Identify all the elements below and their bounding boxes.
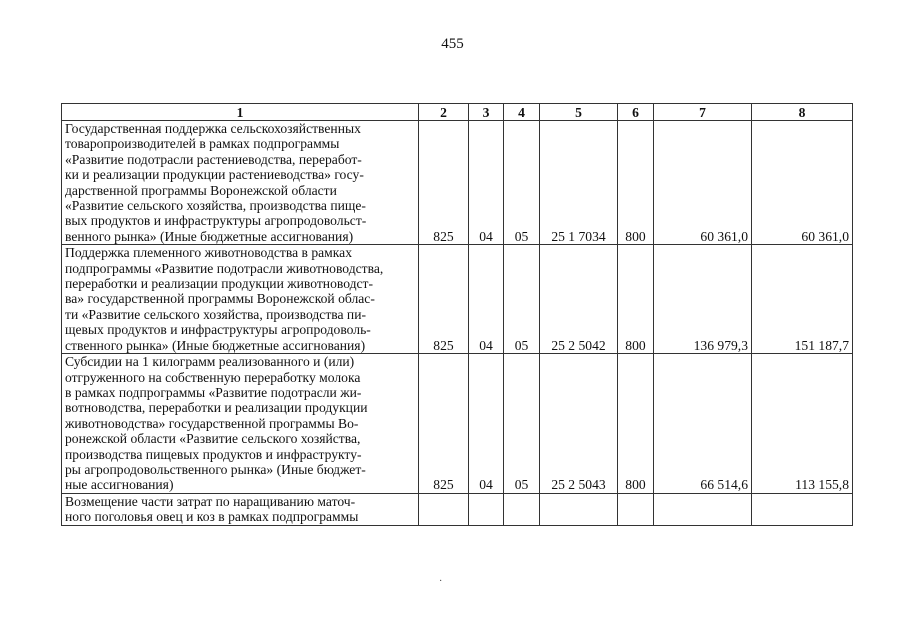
budget-table [61,103,853,526]
subsection-code: 05 [504,121,540,245]
column-header-1: 1 [62,104,419,121]
subsection-code: 05 [504,354,540,494]
description-line: «Развитие сельского хозяйства, производства пище- [65,198,366,214]
amount-col7: 66 514,6 [654,354,752,494]
subsection-code [504,493,540,525]
description-line: переработки и реализации продукции животноводст- [65,276,374,292]
amount-col8 [752,493,853,525]
description-line: щевых продуктов и инфраструктуры агропродоволь- [65,322,371,338]
section-code: 04 [469,121,504,245]
description-line: Государственная поддержка сельскохозяйственных [65,121,361,136]
amount-col8: 151 187,7 [752,245,853,354]
amount-col7: 136 979,3 [654,245,752,354]
target-article-code: 25 1 7034 [540,121,618,245]
amount-col8: 60 361,0 [752,121,853,245]
expense-type-code: 800 [618,121,654,245]
target-article-code: 25 2 5043 [540,354,618,494]
expense-type-code [618,493,654,525]
table-header-row [62,104,853,121]
subsection-code: 05 [504,245,540,354]
scan-speck: · [439,576,443,587]
amount-col7 [654,493,752,525]
target-article-code [540,493,618,525]
description-line: ронежской области «Развитие сельского хозяйства, [65,431,361,447]
ministry-code [419,493,469,525]
description-line: товаропроизводителей в рамках подпрограммы [65,136,340,152]
description-line: Субсидии на 1 килограмм реализованного и (или) [65,354,355,370]
ministry-code: 825 [419,354,469,494]
description-line: ти «Развитие сельского хозяйства, производства пи- [65,306,367,322]
table-row [62,245,853,354]
description-line: вых продуктов и инфраструктуры агропродовольст- [65,213,367,229]
description-line: Поддержка племенного животноводства в рамках [65,245,353,261]
section-code [469,493,504,525]
table-row [62,493,853,525]
column-header-5: 5 [540,104,618,121]
description-line: ственного рынка» (Иные бюджетные ассигнования) [65,337,366,353]
row-description [62,121,419,245]
section-code: 04 [469,354,504,494]
target-article-code: 25 2 5042 [540,245,618,354]
expense-type-code: 800 [618,245,654,354]
description-line: ва» государственной программы Воронежской облас- [65,291,375,307]
ministry-code: 825 [419,245,469,354]
amount-col8: 113 155,8 [752,354,853,494]
expense-type-code: 800 [618,354,654,494]
page-number: 455 [441,36,464,52]
description-line: «Развитие подотрасли растениеводства, переработ- [65,151,362,167]
ministry-code: 825 [419,121,469,245]
amount-col7: 60 361,0 [654,121,752,245]
description-line: дарственной программы Воронежской области [65,182,337,198]
description-line: ки и реализации продукции растениеводства» госу- [65,167,364,183]
description-line: венного рынка» (Иные бюджетные ассигнования) [65,228,354,244]
table-row [62,121,853,245]
section-code: 04 [469,245,504,354]
table-row [62,354,853,494]
description-line: производства пищевых продуктов и инфраструкту- [65,446,362,462]
column-header-4: 4 [504,104,540,121]
column-header-7: 7 [654,104,752,121]
column-header-6: 6 [618,104,654,121]
column-header-8: 8 [752,104,853,121]
column-header-3: 3 [469,104,504,121]
description-line: отгруженного на собственную переработку молока [65,369,361,385]
description-line: вотноводства, переработки и реализации продукции [65,400,368,416]
description-line: ного поголовья овец и коз в рамках подпрограммы [65,509,359,525]
row-description [62,354,419,494]
description-line: ры агропродовольственного рынка» (Иные бюджет- [65,461,366,477]
description-line: ные ассигнования) [65,477,174,493]
row-description [62,245,419,354]
description-line: подпрограммы «Развитие подотрасли животноводства, [65,260,384,276]
description-line: животноводства» государственной программы Во- [65,415,359,431]
description-line: в рамках подпрограммы «Развитие подотрасли жи- [65,384,362,400]
description-line: Возмещение части затрат по наращиванию маточ- [65,493,356,509]
row-description [62,493,419,525]
column-header-2: 2 [419,104,469,121]
